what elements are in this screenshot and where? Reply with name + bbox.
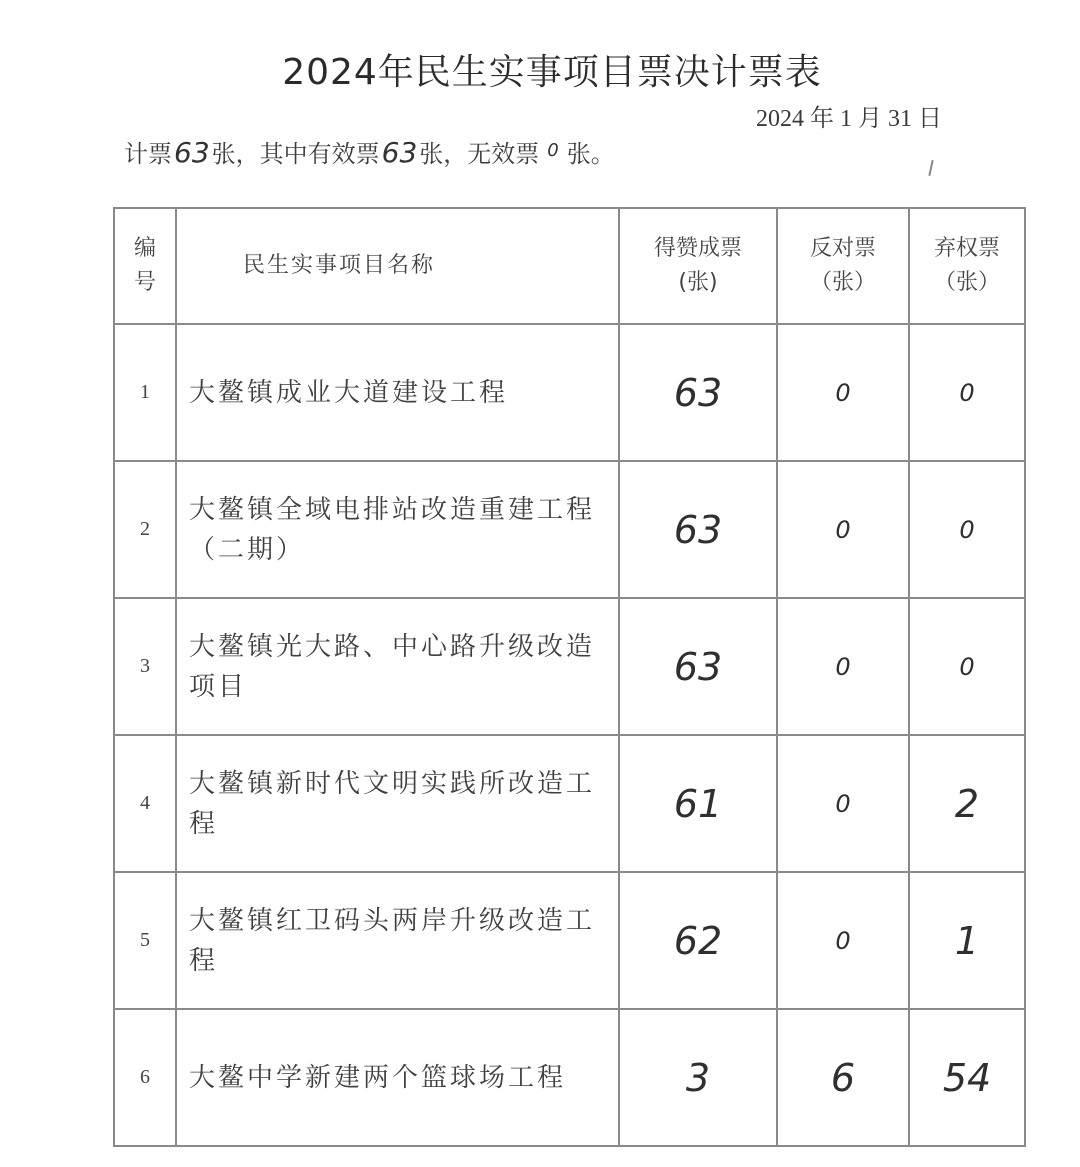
row-no: 5	[114, 872, 176, 1009]
header-against	[777, 208, 909, 324]
table-row	[114, 872, 1025, 1009]
yes-votes: 63	[619, 461, 777, 598]
header-yes-line2: (张)	[678, 270, 718, 295]
table-row	[114, 324, 1025, 461]
header-abstain	[909, 208, 1025, 324]
header-no	[114, 208, 176, 324]
abstain-votes: 0	[909, 324, 1025, 461]
total-votes: 63	[174, 136, 210, 169]
table-row	[114, 598, 1025, 735]
header-against-line1: 反对票	[809, 236, 876, 261]
summary-mid2: 张，无效票	[419, 140, 540, 168]
yes-votes: 63	[619, 324, 777, 461]
against-votes: 0	[777, 461, 909, 598]
row-no: 6	[114, 1009, 176, 1146]
vote-table	[113, 207, 1026, 1147]
row-no: 3	[114, 598, 176, 735]
header-abstain-line1: 弃权票	[933, 236, 1000, 261]
document-date: 2024 年 1 月 31 日	[756, 106, 942, 132]
vote-summary	[124, 134, 615, 169]
header-no-line1: 编	[133, 236, 156, 261]
table-row	[114, 735, 1025, 872]
document-title: 2024年民生实事项目票决计票表	[282, 52, 822, 93]
project-name: 大鳌镇新时代文明实践所改造工程	[176, 735, 619, 872]
header-abstain-line2: （张）	[933, 270, 1000, 295]
abstain-votes: 2	[909, 735, 1025, 872]
header-no-line2: 号	[133, 270, 156, 295]
abstain-votes: 0	[909, 461, 1025, 598]
project-name: 大鳌镇红卫码头两岸升级改造工程	[176, 872, 619, 1009]
row-no: 2	[114, 461, 176, 598]
summary-suffix: 张。	[566, 140, 615, 168]
yes-votes: 3	[619, 1009, 777, 1146]
yes-votes: 62	[619, 872, 777, 1009]
project-name: 大鳌中学新建两个篮球场工程	[176, 1009, 619, 1146]
yes-votes: 61	[619, 735, 777, 872]
project-name: 大鳌镇光大路、中心路升级改造项目	[176, 598, 619, 735]
header-yes	[619, 208, 777, 324]
summary-prefix: 计票	[124, 140, 172, 168]
pen-mark	[928, 160, 933, 176]
against-votes: 0	[777, 872, 909, 1009]
invalid-votes: 0	[547, 140, 559, 161]
row-no: 4	[114, 735, 176, 872]
against-votes: 0	[777, 324, 909, 461]
project-name: 大鳌镇成业大道建设工程	[176, 324, 619, 461]
against-votes: 0	[777, 598, 909, 735]
summary-mid1: 张，其中有效票	[211, 140, 380, 168]
table-row	[114, 1009, 1025, 1146]
against-votes: 6	[777, 1009, 909, 1146]
against-votes: 0	[777, 735, 909, 872]
abstain-votes: 1	[909, 872, 1025, 1009]
abstain-votes: 0	[909, 598, 1025, 735]
header-against-line2: （张）	[809, 270, 876, 295]
project-name: 大鳌镇全域电排站改造重建工程（二期）	[176, 461, 619, 598]
header-name: 民生实事项目名称	[176, 208, 619, 324]
abstain-votes: 54	[909, 1009, 1025, 1146]
table-row	[114, 461, 1025, 598]
header-yes-line1: 得赞成票	[653, 236, 742, 261]
row-no: 1	[114, 324, 176, 461]
yes-votes: 63	[619, 598, 777, 735]
valid-votes: 63	[381, 136, 418, 169]
table-header-row	[114, 208, 1025, 324]
